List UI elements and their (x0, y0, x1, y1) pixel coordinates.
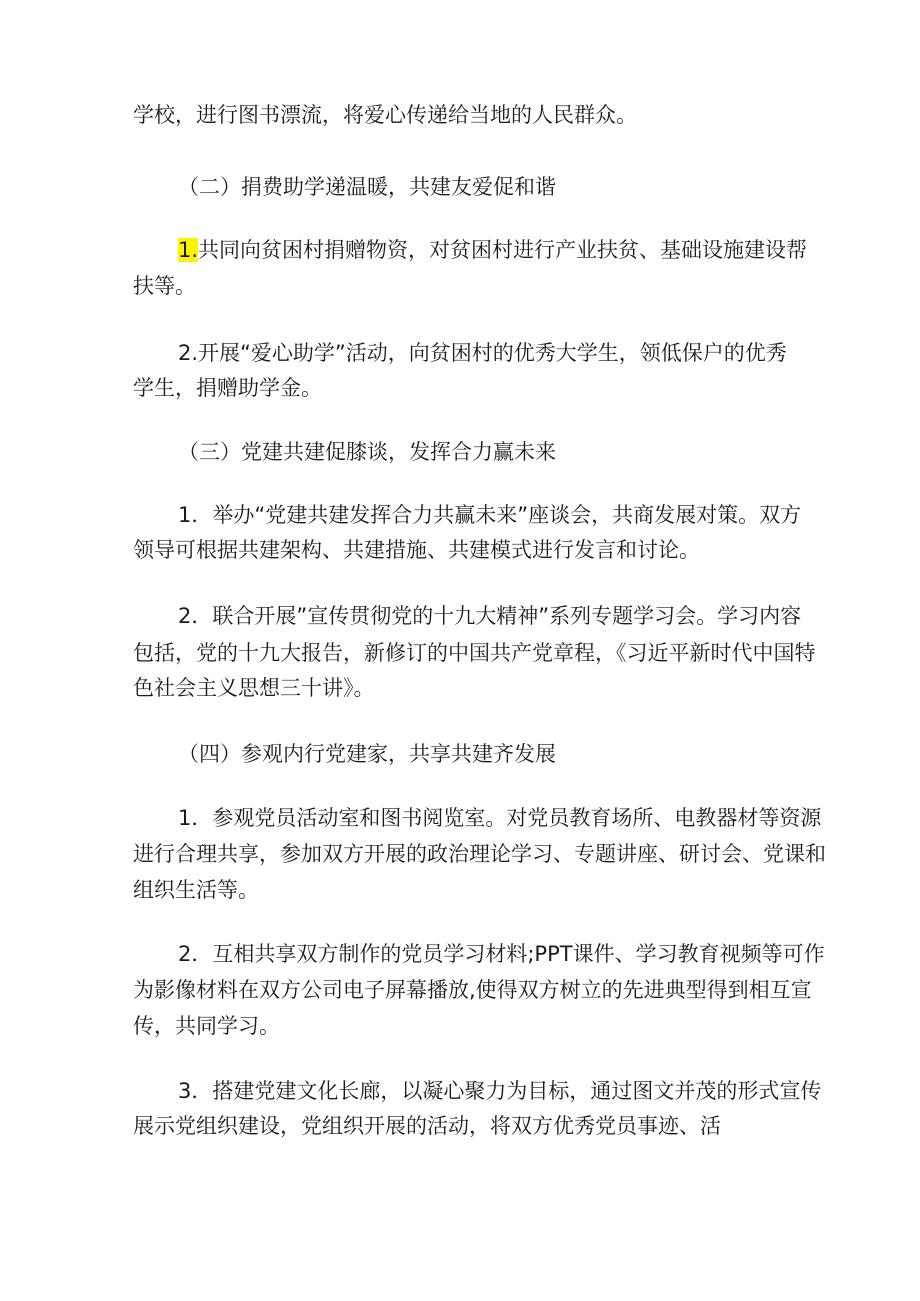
paragraph-line: 包括，党的十九大报告，新修订的中国共产党章程，《习近平新时代中国特 (133, 641, 816, 665)
paragraph-line: 3．搭建党建文化长廊，以凝心聚力为目标，通过图文并茂的形式宣传 (178, 1079, 822, 1103)
paragraph-line: 1．举办“党建共建发挥合力共赢未来”座谈会，共商发展对策。双方 (178, 503, 802, 527)
paragraph-line: 为影像材料在双方公司电子屏幕播放,使得双方树立的先进典型得到相互宣 (133, 978, 812, 1002)
paragraph-line: 进行合理共享，参加双方开展的政治理论学习、专题讲座、研讨会、党课和 (133, 842, 826, 866)
paragraph-line: 2．互相共享双方制作的党员学习材料;PPT课件、学习教育视频等可作 (178, 942, 825, 966)
paragraph-line: 色社会主义思想三十讲》。 (133, 676, 375, 700)
paragraph-line (178, 235, 807, 265)
paragraph-line: 领导可根据共建架构、共建措施、共建模式进行发言和讨论。 (133, 538, 700, 562)
highlighted-number: 1. (178, 238, 199, 262)
paragraph-line: 传，共同学习。 (133, 1014, 280, 1038)
paragraph-line: 2．联合开展”宣传贯彻党的十九大精神”系列专题学习会。学习内容 (178, 604, 802, 628)
paragraph-line: 学生，捐赠助学金。 (133, 376, 322, 400)
section-heading: （二）捐费助学递温暖，共建友爱促和谐 (178, 175, 556, 199)
section-heading: （四）参观内行党建家，共享共建齐发展 (178, 742, 556, 766)
paragraph-line: 组织生活等。 (133, 878, 259, 902)
section-heading: （三）党建共建促膝谈，发挥合力赢未来 (178, 440, 556, 464)
paragraph-line: 学校，进行图书漂流，将爱心传递给当地的人民群众。 (133, 103, 637, 127)
paragraph-line: 2.开展“爱心助学”活动，向贫困村的优秀大学生，领低保户的优秀 (178, 341, 787, 365)
paragraph-text: 共同向贫困村捐赠物资，对贫困村进行产业扶贫、基础设施建设帮 (198, 238, 808, 262)
paragraph-line: 1．参观党员活动室和图书阅览室。对党员教育场所、电教器材等资源 (178, 806, 822, 830)
paragraph-line: 扶等。 (133, 274, 196, 298)
paragraph-line: 展示党组织建设，党组织开展的活动，将双方优秀党员事迹、活 (133, 1114, 721, 1138)
